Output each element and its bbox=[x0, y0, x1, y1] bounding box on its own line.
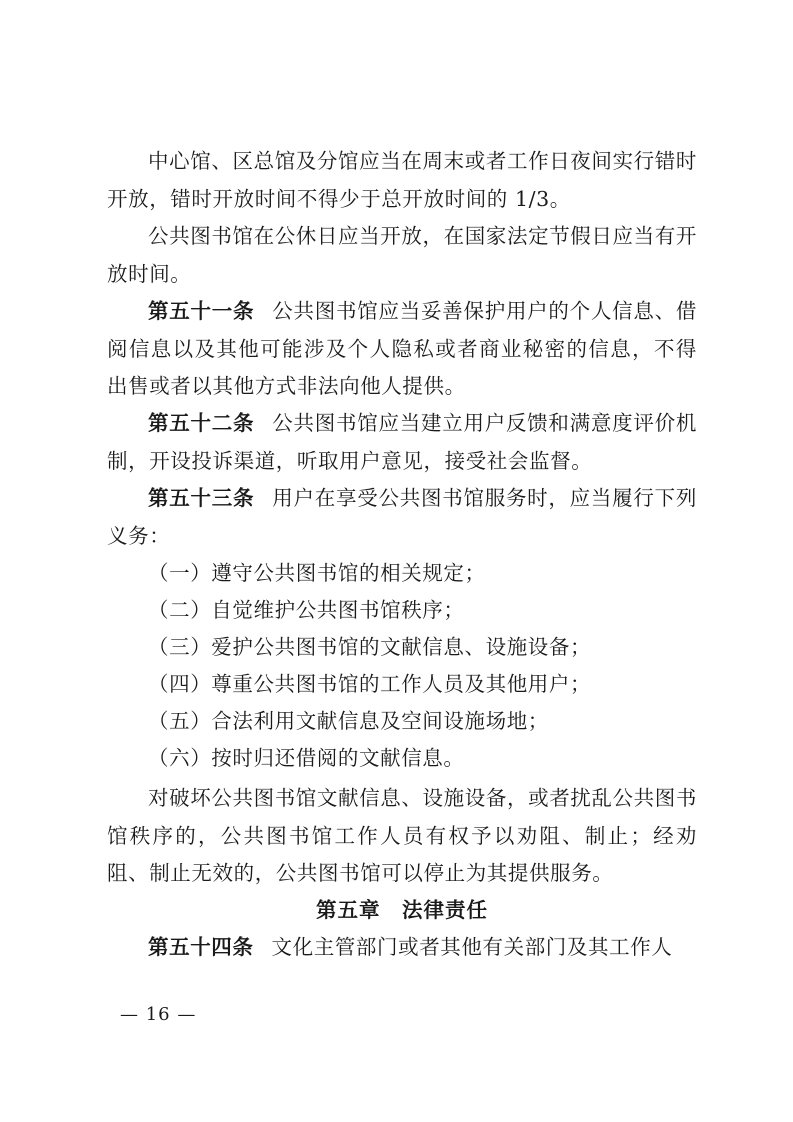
duty-item-5: （五）合法利用文献信息及空间设施场地； bbox=[148, 709, 549, 733]
duty-item-4: （四）尊重公共图书馆的工作人员及其他用户； bbox=[148, 672, 592, 696]
article-53-heading: 第五十三条 bbox=[148, 486, 255, 510]
duty-item-6: （六）按时归还借阅的文献信息。 bbox=[148, 746, 465, 770]
article-51-text: 公共图书馆应当妥善保护用户的个人信息、借阅信息以及其他可能涉及个人隐私或者商业秘密的信息，不得出售或者以其他方式非法向他人提供。 bbox=[107, 299, 698, 398]
article-54-heading: 第五十四条 bbox=[148, 935, 254, 959]
article-53-text: 用户在享受公共图书馆服务时，应当履行下列义务： bbox=[107, 486, 698, 548]
paragraph-holiday-opening: 公共图书馆在公休日应当开放，在国家法定节假日应当有开放时间。 bbox=[107, 224, 697, 286]
paragraph-disruption: 对破坏公共图书馆文献信息、设施设备，或者扰乱公共图书馆秩序的，公共图书馆工作人员有权予以劝阻、制止；经劝阻、制止无效的，公共图书馆可以停止为其提供服务。 bbox=[107, 786, 697, 885]
duty-item-2: （二）自觉维护公共图书馆秩序； bbox=[148, 598, 465, 622]
article-54-text: 文化主管部门或者其他有关部门及其工作人 bbox=[271, 935, 673, 959]
page-number: — 16 — bbox=[120, 1004, 197, 1025]
article-52-heading: 第五十二条 bbox=[148, 411, 255, 435]
article-54 bbox=[107, 929, 697, 967]
article-51-heading: 第五十一条 bbox=[148, 299, 255, 323]
duty-item-3: （三）爱护公共图书馆的文献信息、设施设备； bbox=[148, 635, 592, 659]
paragraph-staggered-hours: 中心馆、区总馆及分馆应当在周末或者工作日夜间实行错时开放，错时开放时间不得少于总开放时间的 1/3。 bbox=[107, 149, 697, 211]
duty-item-1: （一）遵守公共图书馆的相关规定； bbox=[148, 561, 486, 585]
article-52 bbox=[107, 405, 697, 480]
article-51 bbox=[107, 293, 697, 406]
article-53 bbox=[107, 480, 697, 555]
article-52-text: 公共图书馆应当建立用户反馈和满意度评价机制，开设投诉渠道，听取用户意见，接受社会监督。 bbox=[107, 411, 698, 473]
chapter-title: 第五章 法律责任 bbox=[316, 898, 488, 922]
